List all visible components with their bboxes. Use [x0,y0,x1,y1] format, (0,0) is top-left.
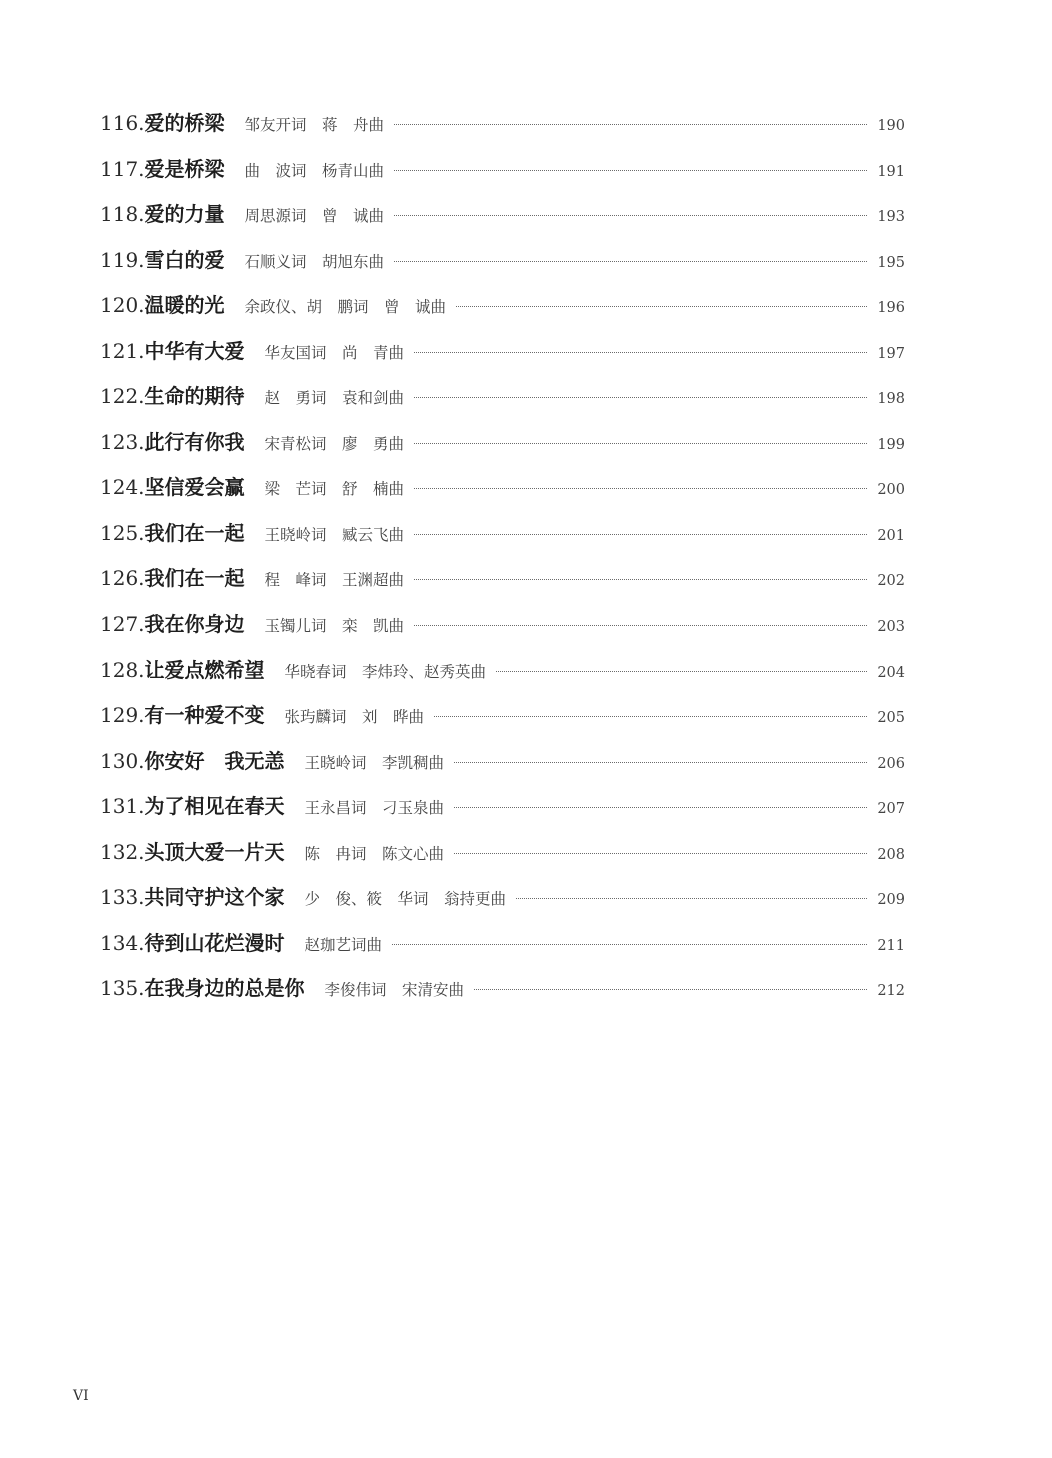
entry-number: 129. [100,703,145,728]
toc-entry[interactable] [100,608,905,654]
dot-leader [456,306,867,307]
entry-credit: 曲 波词 杨青山曲 [244,161,385,180]
entry-credit: 石顺义词 胡旭东曲 [244,252,385,271]
table-of-contents [100,107,905,1018]
entry-number: 124. [100,475,145,500]
dot-leader [394,124,867,125]
dot-leader [454,853,867,854]
dot-leader [394,170,867,171]
dot-leader [434,716,867,717]
entry-page-number: 205 [877,710,905,727]
entry-page-number: 190 [877,118,905,134]
entry-number: 127. [100,612,145,637]
entry-number: 121. [100,338,145,363]
entry-number: 130. [100,748,145,773]
toc-entry[interactable] [100,380,905,426]
entry-title: 生命的期待 [144,384,245,409]
entry-credit: 宋青松词 廖 勇曲 [264,434,405,453]
entry-credit: 王晓岭词 臧云飞曲 [264,525,405,544]
entry-title: 我们在一起 [144,520,245,545]
entry-number: 119. [100,247,145,272]
entry-number: 118. [100,202,145,227]
entry-number: 128. [100,657,145,682]
entry-credit: 李俊伟词 宋清安曲 [324,981,465,1000]
entry-credit: 程 峰词 王渊超曲 [264,571,405,590]
toc-entry[interactable] [100,198,905,244]
entry-page-number: 200 [877,482,905,499]
dot-leader [414,488,867,489]
toc-entry[interactable] [100,289,905,335]
toc-entry[interactable] [100,927,905,973]
entry-page-number: 209 [877,892,905,909]
entry-title: 我们在一起 [144,566,245,591]
entry-title: 为了相见在春天 [144,794,285,819]
entry-number: 123. [100,429,145,454]
entry-title: 待到山花烂漫时 [144,930,285,955]
toc-entry[interactable] [100,153,905,199]
entry-credit: 王永昌词 刁玉泉曲 [304,799,445,818]
toc-entry[interactable] [100,426,905,472]
entry-credit: 梁 芒词 舒 楠曲 [264,480,405,499]
entry-page-number: 199 [877,436,905,453]
dot-leader [454,762,867,763]
entry-credit: 邹友开词 蒋 舟曲 [244,116,385,134]
entry-title: 爱的桥梁 [144,111,225,135]
entry-number: 126. [100,566,145,591]
entry-title: 在我身边的总是你 [144,976,305,1001]
entry-number: 120. [100,293,145,318]
dot-leader [496,671,867,672]
dot-leader [516,898,867,899]
entry-page-number: 197 [877,345,905,362]
entry-title: 爱的力量 [144,202,225,227]
dot-leader [474,989,867,990]
toc-entry[interactable] [100,107,905,153]
entry-credit: 华晓春词 李炜玲、赵秀英曲 [284,662,487,681]
entry-title: 雪白的爱 [144,247,225,272]
toc-entry[interactable] [100,881,905,927]
entry-title: 爱是桥梁 [144,156,225,181]
entry-page-number: 208 [877,846,905,863]
entry-credit: 周思源词 曾 诚曲 [244,207,385,226]
entry-number: 117. [100,156,145,181]
entry-title: 温暖的光 [144,293,225,318]
entry-number: 134. [100,930,145,955]
entry-number: 132. [100,839,145,864]
entry-title: 中华有大爱 [144,338,245,363]
dot-leader [392,944,867,945]
toc-entry[interactable] [100,745,905,791]
entry-number: 125. [100,520,145,545]
dot-leader [394,215,867,216]
entry-credit: 少 俊、筱 华词 翁持更曲 [304,890,507,909]
page-folio: VI [73,1388,89,1404]
entry-number: 122. [100,384,145,409]
toc-entry[interactable] [100,562,905,608]
entry-credit: 赵珈艺词曲 [304,935,383,954]
entry-title: 坚信爱会赢 [144,475,245,500]
entry-credit: 张玙麟词 刘 晔曲 [284,708,425,727]
toc-entry[interactable] [100,790,905,836]
entry-page-number: 202 [877,573,905,590]
entry-title: 头顶大爱一片天 [144,839,285,864]
entry-title: 共同守护这个家 [144,885,285,910]
entry-page-number: 212 [877,983,905,1000]
dot-leader [414,534,867,535]
toc-entry[interactable] [100,654,905,700]
entry-credit: 余政仪、胡 鹏词 曾 诚曲 [244,298,447,317]
entry-credit: 陈 冉词 陈文心曲 [304,844,445,863]
dot-leader [414,397,867,398]
entry-page-number: 196 [877,300,905,317]
entry-title: 你安好 我无恙 [144,748,285,773]
entry-page-number: 198 [877,391,905,408]
entry-page-number: 203 [877,619,905,636]
entry-page-number: 191 [877,163,905,180]
entry-credit: 王晓岭词 李凯稠曲 [304,753,445,772]
entry-credit: 赵 勇词 袁和剑曲 [264,389,405,408]
dot-leader [414,443,867,444]
toc-entry[interactable] [100,972,905,1018]
entry-credit: 华友国词 尚 青曲 [264,343,405,362]
toc-entry[interactable] [100,244,905,290]
entry-page-number: 207 [877,801,905,818]
entry-number: 116. [100,111,145,135]
toc-entry[interactable] [100,471,905,517]
entry-title: 此行有你我 [144,429,245,454]
entry-title: 我在你身边 [144,612,245,637]
entry-credit: 玉镯儿词 栾 凯曲 [264,617,405,636]
entry-title: 有一种爱不变 [144,703,265,728]
entry-page-number: 193 [877,209,905,226]
toc-entry[interactable] [100,335,905,381]
dot-leader [414,625,867,626]
dot-leader [414,579,867,580]
entry-number: 135. [100,976,145,1001]
dot-leader [394,261,867,262]
toc-entry[interactable] [100,836,905,882]
entry-number: 131. [100,794,145,819]
toc-entry[interactable] [100,699,905,745]
dot-leader [414,352,867,353]
entry-page-number: 211 [877,937,905,954]
entry-page-number: 195 [877,254,905,271]
toc-entry[interactable] [100,517,905,563]
entry-title: 让爱点燃希望 [144,657,265,682]
dot-leader [454,807,867,808]
entry-page-number: 201 [877,527,905,544]
entry-page-number: 204 [877,664,905,681]
entry-number: 133. [100,885,145,910]
entry-page-number: 206 [877,755,905,772]
